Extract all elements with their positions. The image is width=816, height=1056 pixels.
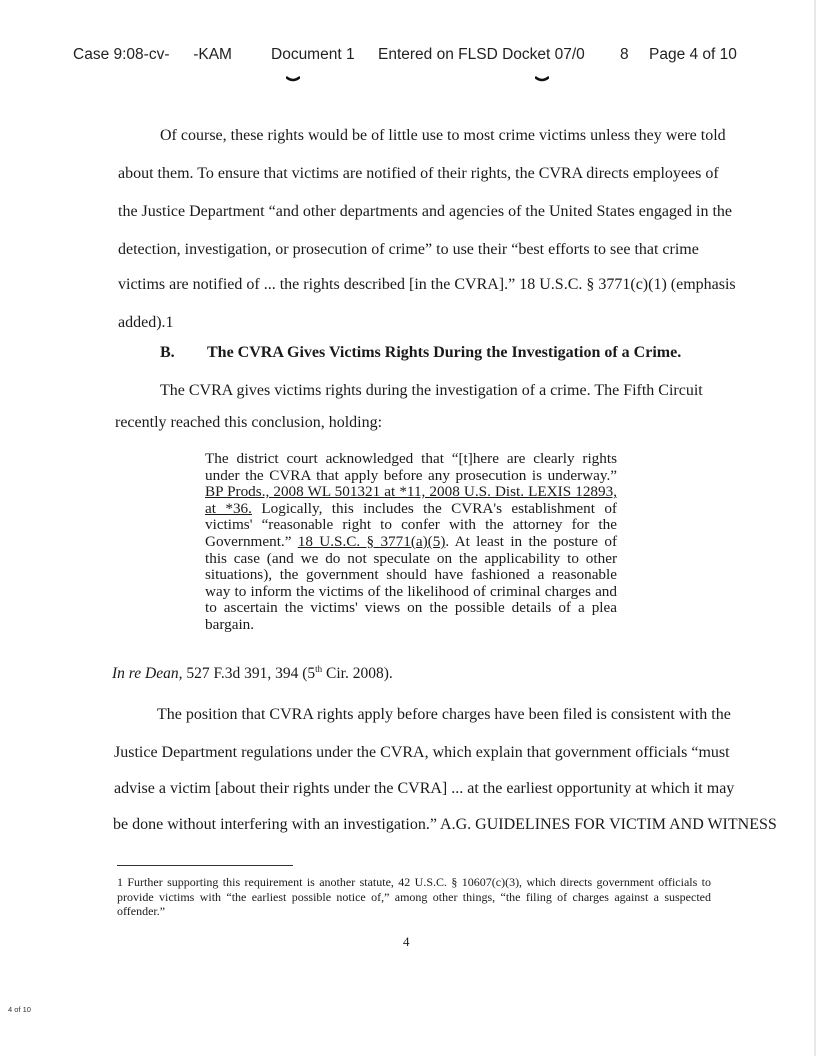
case-citation-link: BP Prods., 2008 WL 501321 at *11, 2008 U.S. Dist. LEXIS 12893, at *36.	[205, 483, 617, 517]
citation-case-name: In re Dean,	[112, 665, 183, 683]
page-number: 4	[403, 934, 410, 949]
header-page-digit: 8	[620, 46, 629, 63]
citation	[112, 664, 393, 683]
para1-line: detection, investigation, or prosecution of crime” to use their “best efforts to see that crime	[118, 241, 699, 258]
para1-line: about them. To ensure that victims are notified of their rights, the CVRA directs employees of	[118, 165, 719, 182]
statute-citation-link: 18 U.S.C. § 3771(a)(5)	[297, 532, 446, 550]
para3-line: be done without interfering with an investigation.” A.G. GUIDELINES FOR VICTIM AND WITNESS	[113, 816, 777, 833]
para2-line: recently reached this conclusion, holding:	[115, 414, 383, 431]
para1-line: Of course, these rights would be of little use to most crime victims unless they were told	[160, 127, 726, 144]
block-quote	[205, 451, 617, 634]
para1-line: victims are notified of ... the rights described [in the CVRA].” 18 U.S.C. § 3771(c)(1) (emphasis	[118, 276, 736, 293]
para2-line: The CVRA gives victims rights during the investigation of a crime. The Fifth Circuit	[160, 382, 703, 399]
header-page: Page 4 of 10	[649, 46, 737, 63]
quote-text: Logically, this includes the CVRA's establishment of victims' “reasonable right to confer with the attorney for the Government.”	[205, 499, 617, 550]
footnote: 1 Further supporting this requirement is another statute, 42 U.S.C. § 10607(c)(3), which directs government officials to provide victims with “the earliest possible notice of,” among other things, “the filing of charges against a suspected offender.”	[117, 875, 711, 918]
para3-line: advise a victim [about their rights under the CVRA] ... at the earliest opportunity at which it may	[114, 780, 735, 797]
para3-line: The position that CVRA rights apply before charges have been filed is consistent with the	[157, 706, 731, 723]
para1-line: added).1	[118, 314, 174, 331]
citation-reporter: 527 F.3d 391, 394 (5	[182, 665, 316, 683]
header-entered: Entered on FLSD Docket 07/0	[378, 46, 585, 63]
quote-text: . At least in the posture of this case (and we do not speculate on the applicability to other situations), the government should have fashioned a reasonable way to inform the victims of the likelihood of criminal charges and to ascertain the victims' views on the possible details of a plea bargain.	[205, 532, 617, 633]
header-document: Document 1	[271, 46, 355, 63]
para3-line: Justice Department regulations under the CVRA, which explain that government officials “must	[114, 744, 730, 761]
footnote-divider	[117, 865, 293, 866]
header-case-number: Case 9:08-cv-	[73, 46, 173, 63]
quote-text: The district court acknowledged that “[t]here are clearly rights under the CVRA that apply before any prosecution is underway.”	[205, 450, 617, 484]
para1-line: the Justice Department “and other departments and agencies of the United States engaged in the	[118, 203, 733, 220]
citation-court: Cir. 2008).	[322, 665, 393, 683]
section-heading: The CVRA Gives Victims Rights During the Investigation of a Crime.	[207, 344, 682, 361]
header-case-suffix: -KAM	[187, 46, 232, 63]
footer-page-count: 4 of 10	[8, 1005, 31, 1014]
citation-superscript: th	[315, 664, 323, 674]
section-label: B.	[160, 344, 175, 361]
